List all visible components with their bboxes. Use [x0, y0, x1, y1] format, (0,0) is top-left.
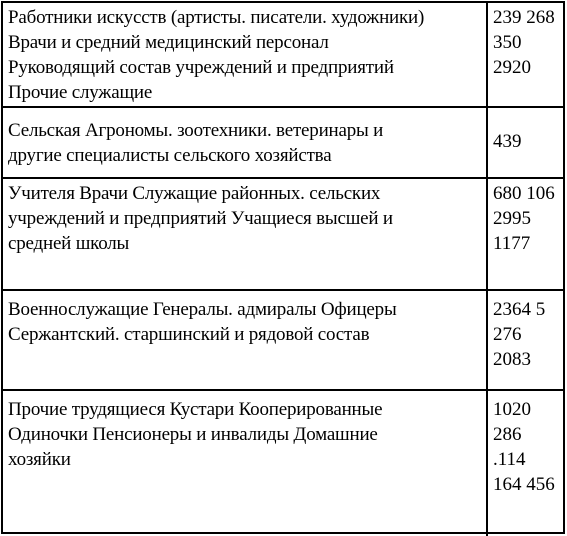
category-line: Прочие служащие: [8, 82, 153, 103]
category-line: Учителя Врачи Служащие районных. сельских: [8, 183, 381, 204]
value-cell: [488, 3, 563, 106]
category-line: Сержантский. старшинский и рядовой состав: [8, 324, 370, 345]
value-line: 2995: [493, 208, 531, 229]
value-line: 276: [493, 324, 522, 345]
category-line: Прочие трудящиеся Кустари Кооперированные: [8, 399, 383, 420]
category-line: средней школы: [8, 233, 130, 254]
value-line: .114: [493, 449, 526, 470]
table-row: [3, 3, 563, 108]
value-line: 680 106: [493, 183, 555, 204]
value-line: 2364 5: [493, 299, 546, 320]
category-cell: [3, 291, 488, 389]
value-cell: [488, 108, 563, 177]
table-row: [3, 391, 563, 536]
table-row: [3, 108, 563, 179]
category-line: другие специалисты сельского хозяйства: [8, 145, 332, 166]
value-cell: [488, 291, 563, 389]
category-line: Работники искусств (артисты. писатели. художники): [8, 7, 425, 28]
category-cell: [3, 3, 488, 106]
value-cell: [488, 179, 563, 289]
value-line: 164 456: [493, 474, 555, 495]
category-line: Врачи и средний медицинский персонал: [8, 32, 329, 53]
category-line: Сельская Агрономы. зоотехники. ветеринары и: [8, 120, 384, 141]
category-cell: [3, 108, 488, 177]
value-line: 1020: [493, 399, 531, 420]
category-line: учреждений и предприятий Учащиеся высшей и: [8, 208, 393, 229]
category-line: хозяйки: [8, 449, 71, 470]
table-row: [3, 291, 563, 391]
value-line: 439: [493, 131, 522, 152]
value-line: 2083: [493, 349, 531, 370]
category-line: Руководящий состав учреждений и предприятий: [8, 57, 394, 78]
value-line: 286: [493, 424, 522, 445]
category-cell: [3, 179, 488, 289]
category-cell: [3, 391, 488, 536]
value-line: 1177: [493, 233, 531, 254]
category-line: Военнослужащие Генералы. адмиралы Офицеры: [8, 299, 397, 320]
value-line: 239 268: [493, 7, 555, 28]
value-line: 2920: [493, 57, 531, 78]
table-row: [3, 179, 563, 291]
value-line: 350: [493, 32, 522, 53]
value-cell: [488, 391, 563, 536]
data-table: [1, 1, 565, 534]
category-line: Одиночки Пенсионеры и инвалиды Домашние: [8, 424, 378, 445]
